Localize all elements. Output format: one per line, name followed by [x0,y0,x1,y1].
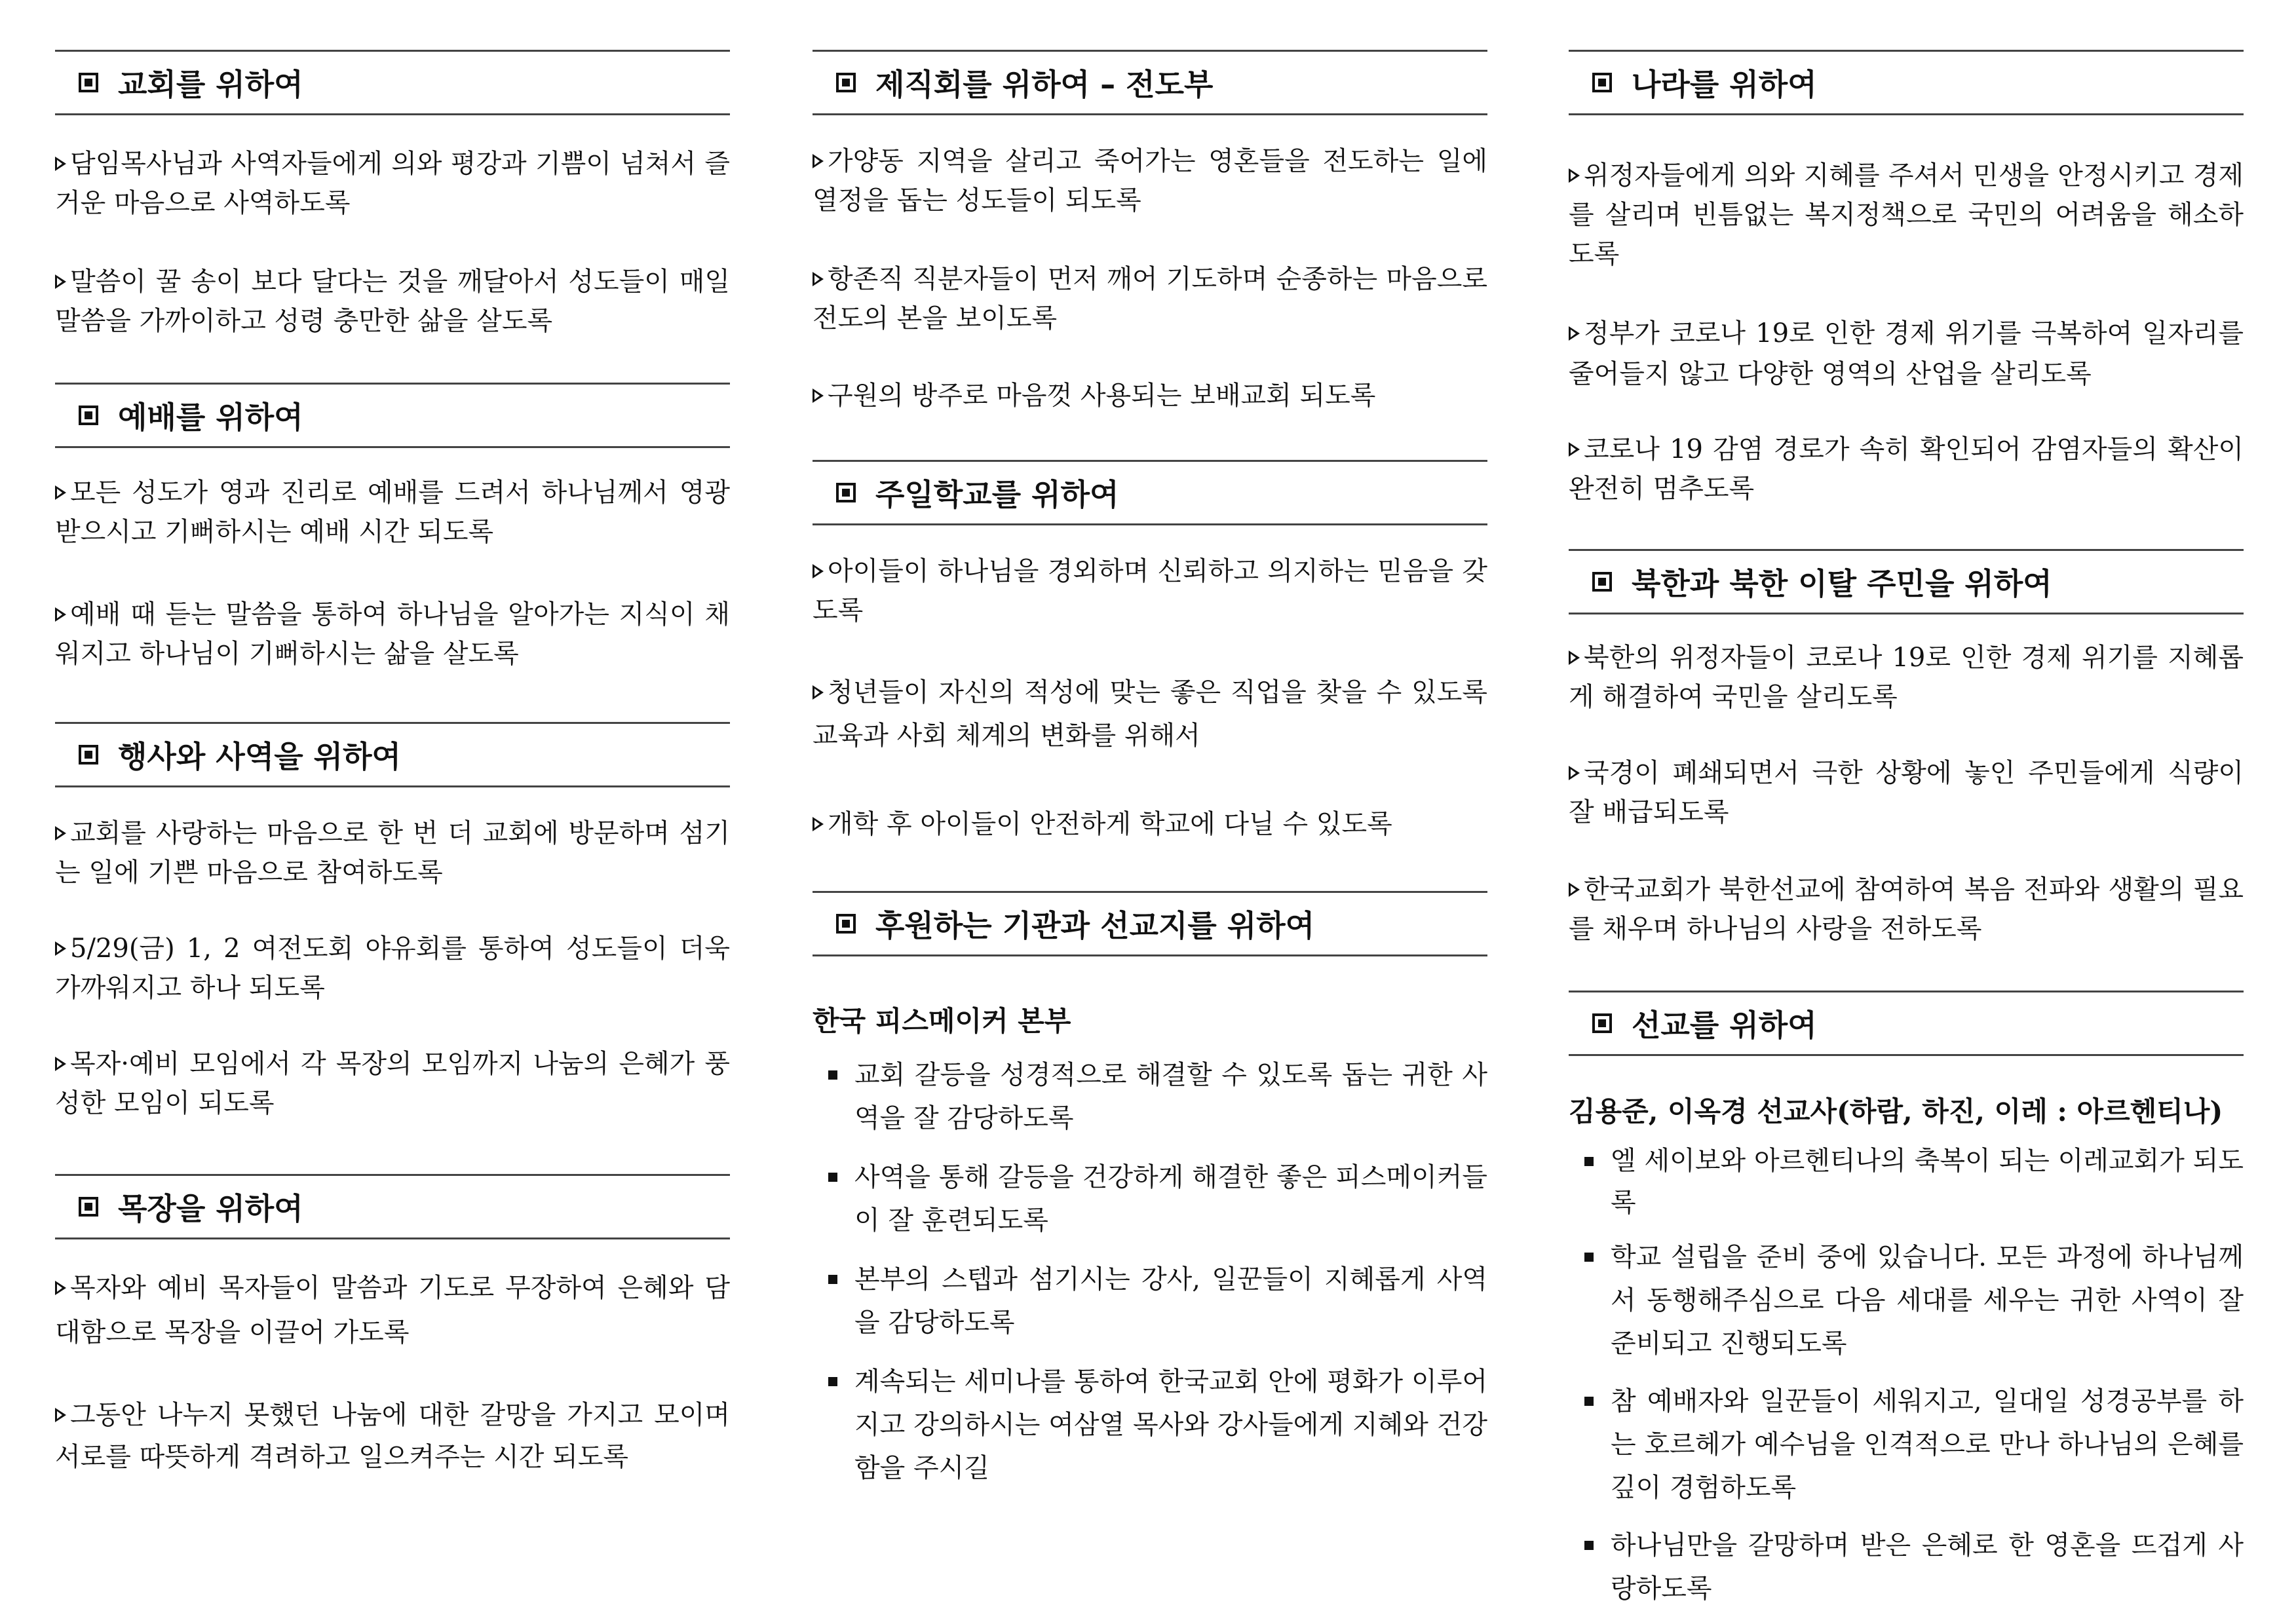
square-bullet-icon [1584,1253,1594,1262]
section-title: 후원하는 기관과 선교지를 위하여 [875,908,1315,943]
section-title: 교회를 위하여 [118,67,303,102]
triangle-bullet-icon [813,685,824,700]
column-right [1569,50,2244,1610]
section-title: 선교를 위하여 [1632,1008,1817,1043]
prayer-item: 국경이 폐쇄되면서 극한 상황에 놓인 주민들에게 식량이 잘 배급되도록 [1569,758,2244,827]
section-header-mission [1569,991,2244,1056]
section-header-events [55,722,730,787]
prayer-item: 청년들이 자신의 적성에 맞는 좋은 직업을 찾을 수 있도록 교육과 사회 체계의 변화를 위해서 [813,677,1487,751]
prayer-item: 예배 때 듣는 말씀을 통하여 하나님을 알아가는 지식이 채워지고 하나님이 기뻐하시는 삶을 살도록 [55,599,730,669]
section-header-deacons [813,50,1487,115]
square-bullet-icon [79,1197,98,1217]
triangle-bullet-icon [55,1057,66,1071]
square-bullet-icon [79,406,98,425]
organization-name: 한국 피스메이커 본부 [813,1005,1071,1037]
section-title: 주일학교를 위하여 [875,477,1119,512]
triangle-bullet-icon [1569,326,1580,341]
square-bullet-icon [79,73,98,92]
bullet-item: 본부의 스텝과 섬기시는 강사, 일꾼들이 지혜롭게 사역을 감당하도록 [813,1258,1487,1344]
prayer-item: 목자·예비 모임에서 각 목장의 모임까지 나눔의 은혜가 풍성한 모임이 되도록 [55,1049,730,1118]
section-header-church [55,50,730,115]
triangle-bullet-icon [55,274,66,289]
section-title: 목장을 위하여 [118,1191,303,1226]
triangle-bullet-icon [1569,442,1580,457]
square-bullet-icon [836,483,856,502]
prayer-item: 그동안 나누지 못했던 나눔에 대한 갈망을 가지고 모이며 서로를 따뜻하게 격려하고 일으켜주는 시간 되도록 [55,1400,730,1472]
square-bullet-icon [828,1070,837,1080]
prayer-item: 목자와 예비 목자들이 말씀과 기도로 무장하여 은혜와 담대함으로 목장을 이끌어 가도록 [55,1273,730,1348]
triangle-bullet-icon [813,564,824,578]
prayer-item: 말씀이 꿀 송이 보다 달다는 것을 깨달아서 성도들이 매일 말씀을 가까이하고 성령 충만한 삶을 살도록 [55,267,730,336]
square-bullet-icon [828,1275,837,1284]
triangle-bullet-icon [813,817,824,831]
prayer-item: 구원의 방주로 마음껏 사용되는 보배교회 되도록 [813,376,1487,415]
section-title: 나라를 위하여 [1632,67,1817,102]
prayer-item: 정부가 코로나 19로 인한 경제 위기를 극복하여 일자리를 줄어들지 않고 다양한 영역의 산업을 살리도록 [1569,318,2244,389]
prayer-item: 한국교회가 북한선교에 참여하여 복음 전파와 생활의 필요를 채우며 하나님의 사랑을 전하도록 [1569,875,2244,944]
triangle-bullet-icon [813,154,824,168]
prayer-item: 교회를 사랑하는 마음으로 한 번 더 교회에 방문하며 섬기는 일에 기쁜 마음으로 참여하도록 [55,818,730,888]
triangle-bullet-icon [1569,882,1580,897]
square-bullet-icon [1592,572,1612,592]
section-header-worship [55,383,730,448]
prayer-item: 코로나 19 감염 경로가 속히 확인되어 감염자들의 확산이 완전히 멈추도록 [1569,434,2244,504]
missionary-names: 김용준, 이옥경 선교사(하람, 하진, 이레 : 아르헨티나) [1569,1095,2223,1127]
prayer-item: 모든 성도가 영과 진리로 예배를 드려서 하나님께서 영광 받으시고 기뻐하시는 예배 시간 되도록 [55,478,730,547]
section-title: 제직회를 위하여 – 전도부 [875,67,1214,102]
bullet-item: 하나님만을 갈망하며 받은 은혜로 한 영혼을 뜨겁게 사랑하도록 [1569,1524,2244,1610]
section-title: 예배를 위하여 [118,400,303,435]
triangle-bullet-icon [1569,168,1580,183]
prayer-item: 위정자들에게 의와 지혜를 주셔서 민생을 안정시키고 경제를 살리며 빈틈없는 복지정책으로 국민의 어려움을 해소하도록 [1569,161,2244,269]
bullet-item: 학교 설립을 준비 중에 있습니다. 모든 과정에 하나님께서 동행해주심으로 다음 세대를 세우는 귀한 사역이 잘 준비되고 진행되도록 [1569,1236,2244,1365]
column-left [55,50,730,1478]
square-bullet-icon [828,1173,837,1182]
square-bullet-icon [1584,1397,1594,1406]
square-bullet-icon [1592,1013,1612,1033]
prayer-item: 담임목사님과 사역자들에게 의와 평강과 기쁨이 넘쳐서 즐거운 마음으로 사역하도록 [55,149,730,218]
square-bullet-icon [836,73,856,92]
square-bullet-icon [836,914,856,934]
section-header-north-korea [1569,549,2244,614]
square-bullet-icon [828,1377,837,1386]
triangle-bullet-icon [55,826,66,840]
triangle-bullet-icon [55,157,66,171]
triangle-bullet-icon [55,607,66,622]
bullet-item: 교회 갈등을 성경적으로 해결할 수 있도록 돕는 귀한 사역을 잘 감당하도록 [813,1053,1487,1140]
bullet-item: 사역을 통해 갈등을 건강하게 해결한 좋은 피스메이커들이 잘 훈련되도록 [813,1156,1487,1242]
prayer-item: 아이들이 하나님을 경외하며 신뢰하고 의지하는 믿음을 갖도록 [813,556,1487,626]
section-header-support [813,891,1487,956]
prayer-item: 가양동 지역을 살리고 죽어가는 영혼들을 전도하는 일에 열정을 돕는 성도들이 되도록 [813,146,1487,216]
square-bullet-icon [1592,73,1612,92]
prayer-item: 개학 후 아이들이 안전하게 학교에 다닐 수 있도록 [813,804,1487,844]
bullet-item: 엘 세이보와 아르헨티나의 축복이 되는 이레교회가 되도록 [1569,1140,2244,1224]
triangle-bullet-icon [55,1408,66,1422]
triangle-bullet-icon [813,388,824,403]
column-middle [813,50,1487,1490]
bullet-item: 참 예배자와 일꾼들이 세워지고, 일대일 성경공부를 하는 호르헤가 예수님을 인격적으로 만나 하나님의 은혜를 깊이 경험하도록 [1569,1380,2244,1509]
section-title: 행사와 사역을 위하여 [118,739,401,774]
section-header-sunday-school [813,460,1487,525]
triangle-bullet-icon [55,941,66,956]
triangle-bullet-icon [55,1281,66,1295]
triangle-bullet-icon [1569,651,1580,665]
square-bullet-icon [1584,1541,1594,1550]
prayer-item: 북한의 위정자들이 코로나 19로 인한 경제 위기를 지혜롭게 해결하여 국민을 살리도록 [1569,643,2244,712]
bullet-item: 계속되는 세미나를 통하여 한국교회 안에 평화가 이루어지고 강의하시는 여삼열 목사와 강사들에게 지혜와 건강함을 주시길 [813,1360,1487,1490]
triangle-bullet-icon [1569,766,1580,780]
section-header-nation [1569,50,2244,115]
square-bullet-icon [79,745,98,765]
triangle-bullet-icon [55,485,66,500]
section-title: 북한과 북한 이탈 주민을 위하여 [1632,566,2052,601]
prayer-item: 5/29(금) 1, 2 여전도회 야유회를 통하여 성도들이 더욱 가까워지고 하나 되도록 [55,934,730,1003]
prayer-item: 항존직 직분자들이 먼저 깨어 기도하며 순종하는 마음으로 전도의 본을 보이도록 [813,264,1487,333]
section-header-cell [55,1174,730,1239]
triangle-bullet-icon [813,272,824,286]
square-bullet-icon [1584,1157,1594,1166]
